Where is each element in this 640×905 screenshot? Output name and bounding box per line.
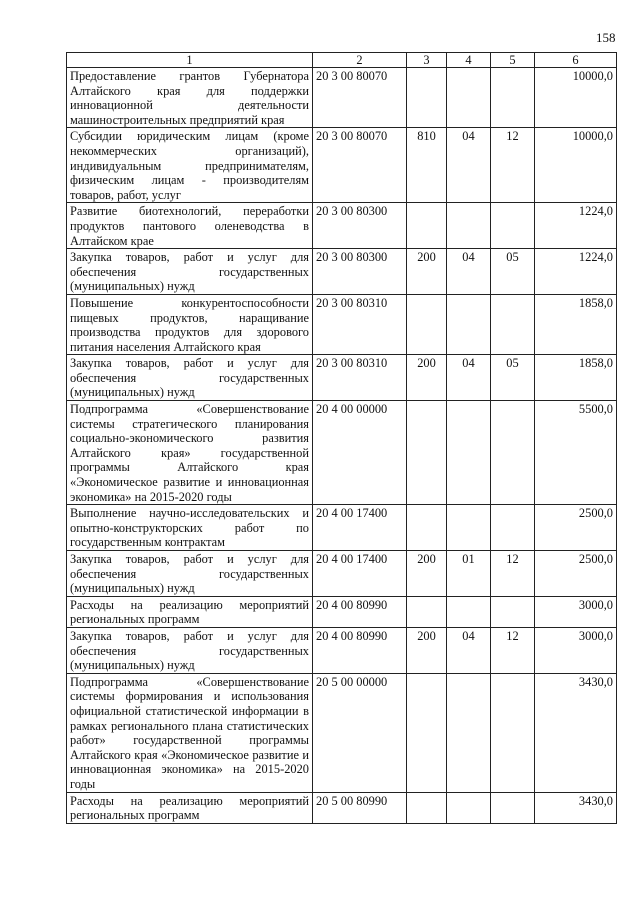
table-row	[67, 627, 617, 673]
row-expense-type	[407, 596, 447, 627]
row-subsection	[491, 401, 535, 505]
row-expense-type	[407, 401, 447, 505]
row-amount: 5500,0	[535, 401, 617, 505]
row-expense-type	[407, 68, 447, 128]
row-section	[447, 505, 491, 551]
row-amount: 10000,0	[535, 68, 617, 128]
row-name: Закупка товаров, работ и услуг для обеспечения государственных (муниципальных) нужд	[67, 551, 313, 597]
row-target-code: 20 3 00 80310	[313, 355, 407, 401]
row-name: Закупка товаров, работ и услуг для обеспечения государственных (муниципальных) нужд	[67, 627, 313, 673]
row-subsection	[491, 792, 535, 823]
row-name: Субсидии юридическим лицам (кроме некоммерческих организаций), индивидуальным предпринимателям, физическим лицам - производителям товаров, работ, услуг	[67, 128, 313, 203]
row-target-code: 20 4 00 80990	[313, 627, 407, 673]
row-expense-type: 810	[407, 128, 447, 203]
row-section	[447, 596, 491, 627]
row-subsection: 12	[491, 551, 535, 597]
row-target-code: 20 4 00 17400	[313, 505, 407, 551]
header-col-1: 1	[67, 53, 313, 68]
row-subsection	[491, 68, 535, 128]
row-expense-type	[407, 203, 447, 249]
row-target-code: 20 4 00 00000	[313, 401, 407, 505]
row-target-code: 20 3 00 80310	[313, 294, 407, 354]
row-target-code: 20 3 00 80300	[313, 249, 407, 295]
row-name: Закупка товаров, работ и услуг для обеспечения государственных (муниципальных) нужд	[67, 355, 313, 401]
row-name: Выполнение научно-исследовательских и опытно-конструкторских работ по государственным контрактам	[67, 505, 313, 551]
row-expense-type	[407, 673, 447, 792]
row-section	[447, 401, 491, 505]
row-name: Подпрограмма «Совершенствование системы стратегического планирования социально-экономического развития Алтайского края» государственной программы Алтайского края «Экономическое развитие и инновационная экономика» на 2015-2020 годы	[67, 401, 313, 505]
table-row	[67, 401, 617, 505]
row-section: 01	[447, 551, 491, 597]
row-amount: 1858,0	[535, 355, 617, 401]
row-target-code: 20 5 00 00000	[313, 673, 407, 792]
row-subsection: 12	[491, 128, 535, 203]
row-amount: 1224,0	[535, 249, 617, 295]
row-target-code: 20 4 00 80990	[313, 596, 407, 627]
row-subsection	[491, 505, 535, 551]
row-expense-type: 200	[407, 249, 447, 295]
table-row	[67, 505, 617, 551]
row-section: 04	[447, 128, 491, 203]
table-row	[67, 673, 617, 792]
row-amount: 2500,0	[535, 551, 617, 597]
row-amount: 1224,0	[535, 203, 617, 249]
table-row	[67, 596, 617, 627]
table-row	[67, 355, 617, 401]
row-expense-type: 200	[407, 551, 447, 597]
row-name: Расходы на реализацию мероприятий региональных программ	[67, 792, 313, 823]
row-section: 04	[447, 249, 491, 295]
row-name: Подпрограмма «Совершенствование системы формирования и использования официальной статистической информации в рамках регионального плана статистических работ» государственной программы Алтайского края «Экономическое развитие и инновационная экономика» на 2015-2020 годы	[67, 673, 313, 792]
row-amount: 3430,0	[535, 792, 617, 823]
row-amount: 3000,0	[535, 627, 617, 673]
row-amount: 3000,0	[535, 596, 617, 627]
row-name: Развитие биотехнологий, переработки продуктов пантового оленеводства в Алтайском крае	[67, 203, 313, 249]
row-subsection	[491, 673, 535, 792]
row-section	[447, 68, 491, 128]
row-subsection: 05	[491, 355, 535, 401]
row-amount: 10000,0	[535, 128, 617, 203]
row-target-code: 20 4 00 17400	[313, 551, 407, 597]
row-section	[447, 294, 491, 354]
budget-table	[66, 52, 617, 824]
table-row	[67, 294, 617, 354]
header-col-5: 5	[491, 53, 535, 68]
row-subsection	[491, 294, 535, 354]
row-amount: 2500,0	[535, 505, 617, 551]
header-col-6: 6	[535, 53, 617, 68]
row-subsection	[491, 203, 535, 249]
row-name: Повышение конкурентоспособности пищевых продуктов, наращивание производства продуктов для здорового питания населения Алтайского края	[67, 294, 313, 354]
row-expense-type	[407, 792, 447, 823]
row-section: 04	[447, 355, 491, 401]
row-target-code: 20 3 00 80300	[313, 203, 407, 249]
row-name: Закупка товаров, работ и услуг для обеспечения государственных (муниципальных) нужд	[67, 249, 313, 295]
table-row	[67, 792, 617, 823]
row-amount: 3430,0	[535, 673, 617, 792]
row-target-code: 20 3 00 80070	[313, 68, 407, 128]
row-expense-type: 200	[407, 355, 447, 401]
row-section	[447, 203, 491, 249]
row-name: Расходы на реализацию мероприятий региональных программ	[67, 596, 313, 627]
table-row	[67, 128, 617, 203]
header-col-4: 4	[447, 53, 491, 68]
table-row	[67, 203, 617, 249]
table-row	[67, 551, 617, 597]
row-section	[447, 792, 491, 823]
row-expense-type: 200	[407, 627, 447, 673]
table-row	[67, 249, 617, 295]
row-subsection: 12	[491, 627, 535, 673]
page-number: 158	[596, 30, 616, 45]
table-header-row	[67, 53, 617, 68]
header-col-3: 3	[407, 53, 447, 68]
row-section	[447, 673, 491, 792]
row-target-code: 20 3 00 80070	[313, 128, 407, 203]
row-expense-type	[407, 505, 447, 551]
table-row	[67, 68, 617, 128]
row-expense-type	[407, 294, 447, 354]
row-subsection: 05	[491, 249, 535, 295]
row-subsection	[491, 596, 535, 627]
row-target-code: 20 5 00 80990	[313, 792, 407, 823]
row-name: Предоставление грантов Губернатора Алтайского края для поддержки инновационной деятельности машиностроительных предприятий края	[67, 68, 313, 128]
header-col-2: 2	[313, 53, 407, 68]
row-amount: 1858,0	[535, 294, 617, 354]
row-section: 04	[447, 627, 491, 673]
